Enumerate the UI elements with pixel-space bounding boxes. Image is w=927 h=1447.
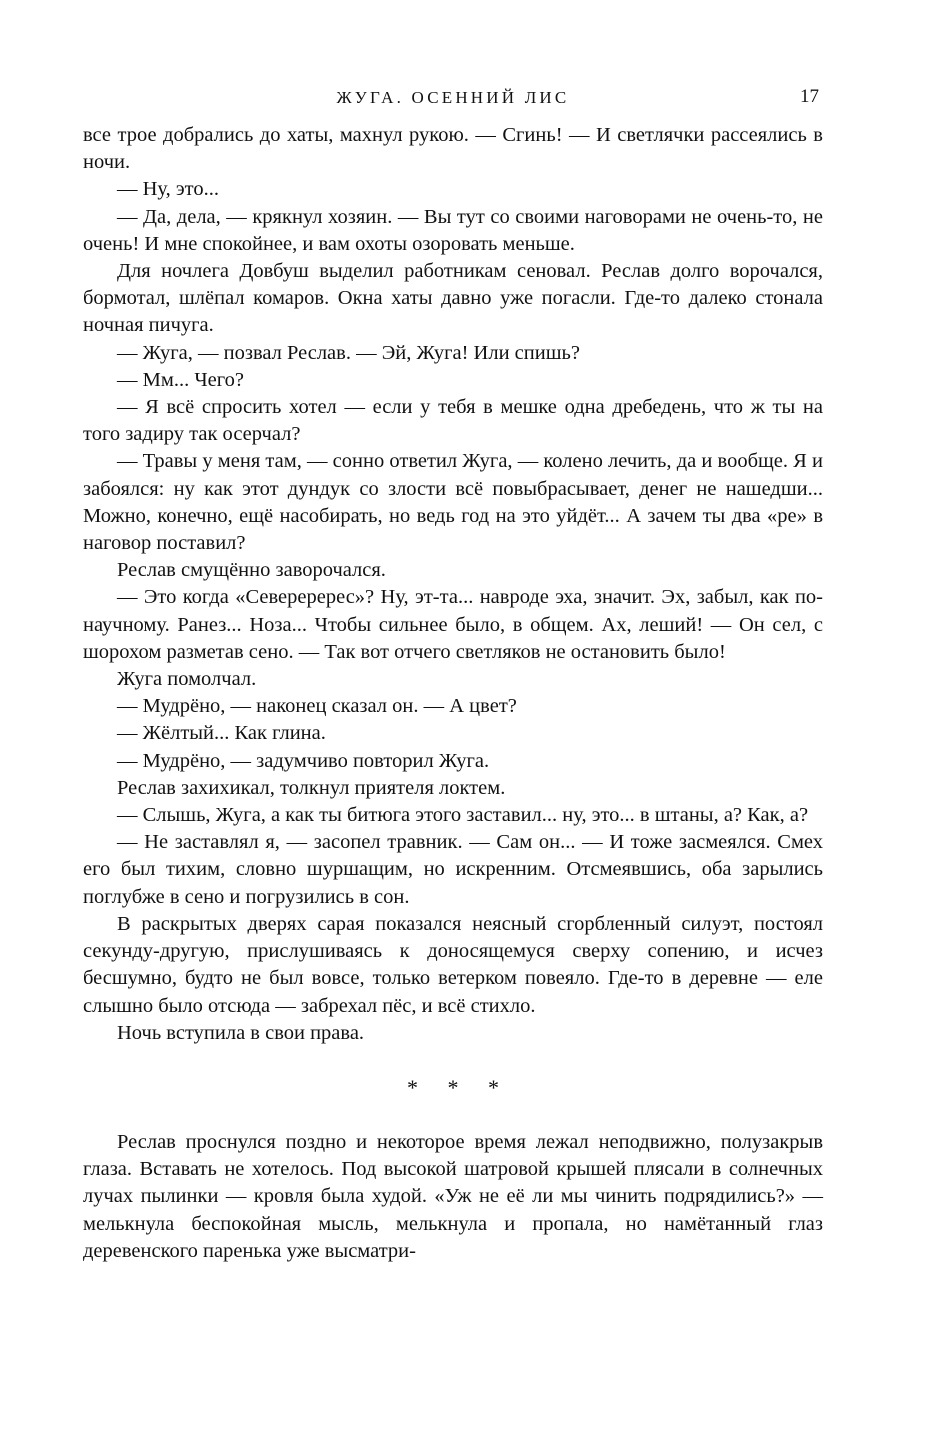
paragraph: — Жёлтый... Как глина. <box>117 722 326 745</box>
paragraph: Реслав проснулся поздно и некоторое время лежал неподвижно, полузакрыв глаза. Вставать не хотелось. Под высокой шатровой крышей плясали в солнечных лучах пылинки — кровля была худой. «Уж не её ли мы чинить подрядились?» — мелькнула беспокойная мысль, мелькнула и пропала, но намётанный глаз деревенского паренька уже высматри- <box>83 1130 823 1262</box>
paragraph: — Мм... Чего? <box>117 368 244 391</box>
running-title: ЖУГА. ОСЕННИЙ ЛИС <box>336 88 570 107</box>
paragraph: В раскрытых дверях сарая показался неясный сгорбленный силуэт, постоял секунду-другую, прислушиваясь к доносящемуся сверху сопению, и исчез бесшумно, будто не был вовсе, только ветерком повеяло. Где-то в деревне — еле слышно было отсюда — забрехал пёс, и всё стихло. <box>83 912 823 1017</box>
scene-break: * * * <box>407 1074 511 1100</box>
body-text <box>83 122 823 1265</box>
paragraph: — Не заставлял я, — засопел травник. — Сам он... — И тоже засмеялся. Смех его был тихим, словно шуршащим, но искренним. Отсмеявшись, оба зарылись поглубже в сено и погрузились в сон. <box>83 831 823 908</box>
paragraph: — Да, дела, — крякнул хозяин. — Вы тут со своими наговорами не очень-то, не очень! И мне спокойнее, и вам охоты озоровать меньше. <box>83 205 823 255</box>
paragraph: — Жуга, — позвал Реслав. — Эй, Жуга! Или спишь? <box>117 341 580 364</box>
running-head <box>83 82 823 122</box>
paragraph: Для ночлега Довбуш выделил работникам сеновал. Реслав долго ворочался, бормотал, шлёпал комаров. Окна хаты давно уже погасли. Где-то далеко стонала ночная пичуга. <box>83 260 823 337</box>
paragraph: Реслав смущённо заворочался. <box>117 559 386 582</box>
paragraph: Реслав захихикал, толкнул приятеля локтем. <box>117 776 506 799</box>
book-page <box>83 82 823 1265</box>
paragraph: — Травы у меня там, — сонно ответил Жуга, — колено лечить, да и вообще. Я и забоялся: ну как этот дундук со злости всё повыбрасывает, денег не нашедши... Можно, конечно, ещё насобирать, но ведь год на это уйдёт... А зачем ты два «ре» в наговор поставил? <box>83 450 823 555</box>
paragraph: Жуга помолчал. <box>117 668 257 691</box>
paragraph: все трое добрались до хаты, махнул рукою. — Сгинь! — И светлячки рассеялись в ночи. <box>83 124 823 174</box>
paragraph: — Я всё спросить хотел — если у тебя в мешке одна дребедень, что ж ты на того задиру так осерчал? <box>83 396 823 446</box>
paragraph: — Мудрёно, — наконец сказал он. — А цвет? <box>117 695 517 718</box>
page-number: 17 <box>800 86 819 107</box>
paragraph: — Мудрёно, — задумчиво повторил Жуга. <box>117 749 490 772</box>
paragraph: — Ну, это... <box>117 178 219 201</box>
paragraph: — Слышь, Жуга, а как ты битюга этого заставил... ну, это... в штаны, а? Как, а? <box>117 804 809 827</box>
paragraph: Ночь вступила в свои права. <box>117 1021 365 1044</box>
paragraph: — Это когда «Севереререс»? Ну, эт-та... навроде эха, значит. Эх, забыл, как по-научному. Ранез... Ноза... Чтобы сильнее было, в общем. Ах, леший! — Он сел, с шорохом разметав сено. — Так вот отчего светляков не остановить было! <box>83 586 823 663</box>
